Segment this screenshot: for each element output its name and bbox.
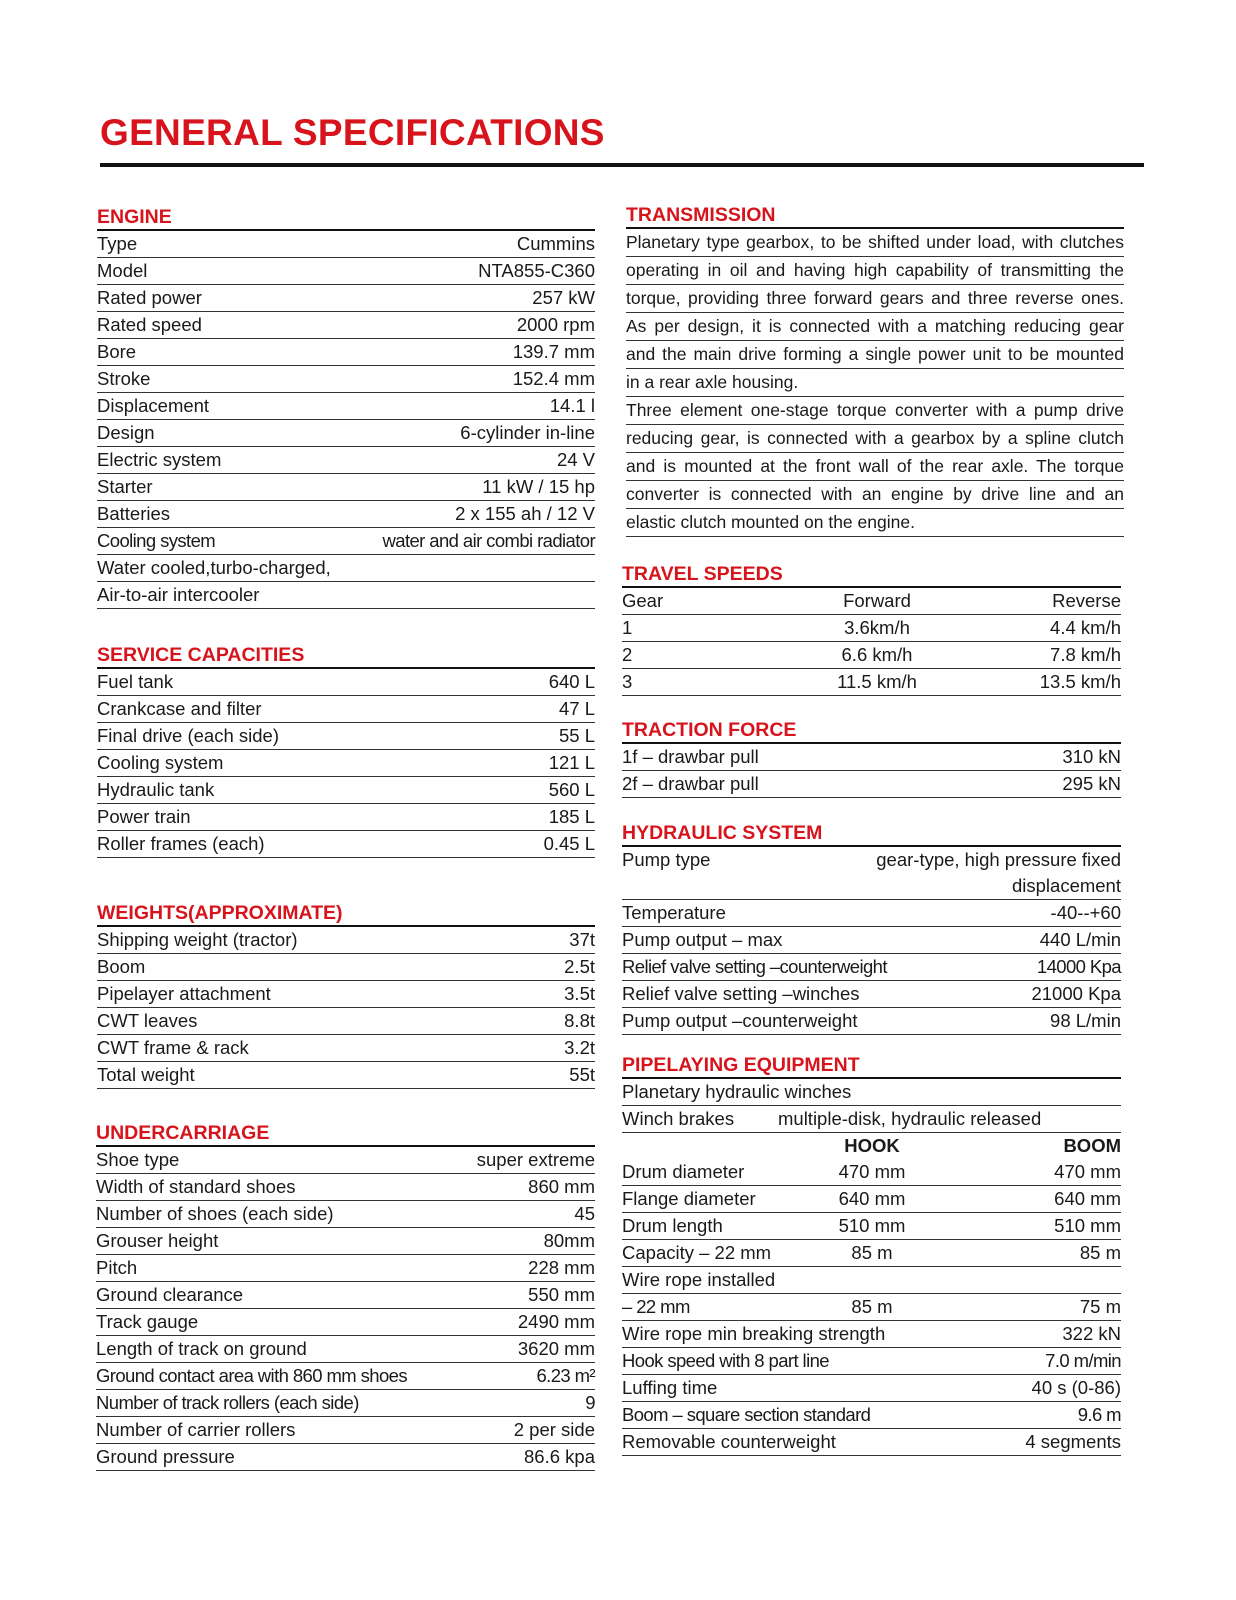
service-capacity-row-value: 47 L [558,698,595,719]
winch-spec-row-cell: Drum diameter [622,1161,745,1182]
weights-heading: WEIGHTS(APPROXIMATE) [97,901,595,927]
travel-speeds-heading: TRAVEL SPEEDS [622,562,1121,588]
service-capacity-row [97,750,595,777]
transmission-paragraph-2 [626,397,1124,537]
engine-heading: ENGINE [97,205,595,231]
transmission-text-line: in a rear axle housing. [626,369,1124,397]
weight-row [97,927,595,954]
engine-spec-row-label: Bore [97,341,137,362]
engine-spec-row-label: Electric system [97,449,222,470]
transmission-text-line: and is mounted at the front wall of the rear axle. The torque [626,453,1124,481]
service-capacity-row-label: Roller frames (each) [97,833,265,854]
pipelaying-row-label: Wire rope min breaking strength [622,1323,886,1344]
pipelaying-row-value: 322 kN [1062,1323,1121,1344]
undercarriage-row [96,1417,595,1444]
hydraulic-row [622,927,1121,954]
service-capacity-row-value: 121 L [548,752,595,773]
engine-spec-row-value: 11 kW / 15 hp [482,476,595,497]
travel-speeds-header-row: Gear Forward Reverse [622,588,1121,615]
service-capacity-row [97,723,595,750]
weight-row-label: Boom [97,956,146,977]
undercarriage-row [96,1444,595,1471]
weight-row-value: 3.2t [564,1037,595,1058]
pipelaying-row [622,1429,1121,1456]
service-capacity-row [97,669,595,696]
engine-spec-row-value: NTA855-C360 [478,260,595,281]
engine-spec-row [97,366,595,393]
winch-spec-row-cell: 510 mm [1054,1215,1121,1236]
winch-spec-row [622,1159,1121,1186]
service-capacity-row-value: 560 L [548,779,595,800]
hydraulic-row-label: Temperature [622,902,726,923]
travel-speed-row-cell: 7.8 km/h [1050,644,1121,665]
service-capacity-row-label: Power train [97,806,191,827]
winch-spec-row-cell: Drum length [622,1215,723,1236]
pump-type-row: Pump type gear-type, high pressure fixed [622,849,1121,870]
engine-spec-row-value: 24 V [556,449,595,470]
undercarriage-row-label: Length of track on ground [96,1338,307,1359]
hydraulic-row-label: Relief valve setting –winches [622,983,860,1004]
service-capacities-section [97,643,595,858]
undercarriage-row-value: 2 per side [513,1419,595,1440]
weight-row-label: Pipelayer attachment [97,983,271,1004]
engine-spec-row-label: Batteries [97,503,171,524]
weight-row [97,954,595,981]
service-capacities-heading: SERVICE CAPACITIES [97,643,595,669]
undercarriage-row [96,1201,595,1228]
travel-speed-row-cell: 3 [622,671,633,692]
engine-spec-row-value: Cummins [516,233,595,254]
engine-spec-row-label: Model [97,260,148,281]
undercarriage-row-label: Track gauge [96,1311,199,1332]
engine-spec-row [97,447,595,474]
weight-row [97,1035,595,1062]
weights-section [97,901,595,1089]
pipelaying-row [622,1348,1121,1375]
transmission-section [626,203,1124,537]
transmission-text-line: elastic clutch mounted on the engine. [626,509,1124,537]
service-capacity-row [97,777,595,804]
service-capacity-row-label: Cooling system [97,752,224,773]
service-capacity-row-value: 185 L [548,806,595,827]
travel-speed-row-cell: 3.6km/h [844,617,910,638]
hydraulic-system-heading: HYDRAULIC SYSTEM [622,821,1121,847]
undercarriage-row [96,1309,595,1336]
engine-spec-row-label: Design [97,422,155,443]
transmission-text-line: As per design, it is connected with a matching reducing gear [626,313,1124,341]
travel-speed-row-cell: 2 [622,644,633,665]
undercarriage-row-label: Ground contact area with 860 mm shoes [96,1365,407,1386]
transmission-text-line: torque, providing three forward gears and three reverse ones. [626,285,1124,313]
winch-spec-row-cell: 85 m [851,1242,893,1263]
undercarriage-row-value: 80mm [543,1230,595,1251]
traction-force-section [622,718,1121,798]
hydraulic-row-value: -40--+60 [1050,902,1121,923]
engine-spec-row [97,474,595,501]
weight-row-label: CWT leaves [97,1010,198,1031]
service-capacity-row [97,804,595,831]
hydraulic-row-value: 21000 Kpa [1031,983,1121,1004]
winch-spec-row [622,1213,1121,1240]
undercarriage-row-value: 2490 mm [517,1311,595,1332]
undercarriage-row [96,1282,595,1309]
undercarriage-row-label: Grouser height [96,1230,219,1251]
undercarriage-row-label: Number of shoes (each side) [96,1203,334,1224]
undercarriage-heading: UNDERCARRIAGE [96,1121,595,1147]
hydraulic-row [622,981,1121,1008]
engine-spec-row-value: 152.4 mm [512,368,595,389]
pipelaying-row-label: Luffing time [622,1377,718,1398]
service-capacity-row-label: Hydraulic tank [97,779,215,800]
engine-spec-row-value: 139.7 mm [512,341,595,362]
weight-row-value: 37t [569,929,595,950]
traction-force-row [622,771,1121,798]
engine-spec-row-label: Cooling system [97,530,216,551]
transmission-text-line: Three element one-stage torque converter with a pump drive [626,397,1124,425]
transmission-text-line: Planetary type gearbox, to be shifted under load, with clutches [626,229,1124,257]
weight-row-label: Total weight [97,1064,195,1085]
winch-spec-row-cell: 640 mm [1054,1188,1121,1209]
undercarriage-row-label: Shoe type [96,1149,180,1170]
service-capacity-row-label: Fuel tank [97,671,174,692]
transmission-text-line: and the main drive forming a single power unit to be mounted [626,341,1124,369]
engine-section [97,205,595,609]
weight-row-label: CWT frame & rack [97,1037,249,1058]
weight-row-value: 2.5t [564,956,595,977]
transmission-text-line: reducing gear, is connected with a gearbox by a spline clutch [626,425,1124,453]
winch-brakes-row: Winch brakes multiple-disk, hydraulic released [622,1106,1121,1133]
undercarriage-row [96,1336,595,1363]
undercarriage-row [96,1147,595,1174]
engine-spec-row-label: Stroke [97,368,151,389]
undercarriage-row-value: 86.6 kpa [524,1446,595,1467]
travel-speed-row [622,669,1121,696]
pipelaying-row-label: Removable counterweight [622,1431,836,1452]
pipelaying-row-label: Boom – square section standard [622,1404,871,1425]
undercarriage-row-value: super extreme [476,1149,595,1170]
transmission-heading: TRANSMISSION [626,203,1124,229]
undercarriage-row [96,1228,595,1255]
pump-type-row-cont: displacement [622,873,1121,900]
hydraulic-row-value: 440 L/min [1039,929,1121,950]
winch-spec-row [622,1240,1121,1267]
undercarriage-row-label: Ground pressure [96,1446,235,1467]
service-capacity-row-value: 55 L [558,725,595,746]
traction-force-row-label: 2f – drawbar pull [622,773,759,794]
engine-spec-row-value: 2000 rpm [516,314,595,335]
hydraulic-row-label: Pump output – max [622,929,783,950]
engine-spec-row [97,231,595,258]
engine-spec-row-value: 14.1 l [549,395,595,416]
service-capacity-row-label: Final drive (each side) [97,725,279,746]
travel-speed-row-cell: 1 [622,617,633,638]
engine-spec-row-value: 257 kW [532,287,595,308]
undercarriage-row-value: 550 mm [528,1284,595,1305]
undercarriage-row-value: 9 [585,1392,595,1413]
hydraulic-row [622,1008,1121,1035]
wire-rope-row: Wire rope installed [622,1267,1121,1294]
weight-row-value: 8.8t [564,1010,595,1031]
pipelaying-row-value: 9.6 m [1077,1404,1121,1425]
traction-force-row-value: 295 kN [1062,773,1121,794]
undercarriage-row [96,1255,595,1282]
pipelaying-heading: PIPELAYING EQUIPMENT [622,1053,1121,1079]
engine-spec-row [97,312,595,339]
undercarriage-row-label: Pitch [96,1257,138,1278]
undercarriage-section [96,1121,595,1471]
travel-speed-row [622,642,1121,669]
service-capacity-row [97,831,595,858]
winch-spec-row-cell: 510 mm [838,1215,906,1236]
service-capacity-row-value: 0.45 L [543,833,595,854]
pipelaying-row [622,1375,1121,1402]
engine-note-2: Air-to-air intercooler [97,582,595,609]
travel-speed-row-cell: 13.5 km/h [1039,671,1121,692]
travel-speed-row-cell: 4.4 km/h [1050,617,1121,638]
page-title: GENERAL SPECIFICATIONS [100,112,605,153]
transmission-paragraph-1 [626,229,1124,397]
winch-spec-row-cell: 470 mm [838,1161,906,1182]
hydraulic-row [622,954,1121,981]
traction-force-row [622,744,1121,771]
pipelaying-col-header: HOOK BOOM [844,1135,1121,1156]
winch-spec-row-cell: 640 mm [838,1188,906,1209]
undercarriage-row-value: 6.23 m² [536,1365,595,1386]
pipelaying-row-value: 4 segments [1025,1431,1121,1452]
hydraulic-row-label: Pump output –counterweight [622,1010,858,1031]
service-capacity-row-value: 640 L [548,671,595,692]
winch-spec-row-cell: 85 m [1079,1242,1121,1263]
undercarriage-row [96,1363,595,1390]
traction-force-heading: TRACTION FORCE [622,718,1121,744]
wire-rope-22mm-row: – 22 mm 85 m 75 m [622,1294,1121,1321]
engine-spec-row [97,501,595,528]
undercarriage-row-label: Ground clearance [96,1284,244,1305]
engine-spec-row-label: Rated speed [97,314,202,335]
service-capacity-row [97,696,595,723]
travel-speeds-section [622,562,1121,696]
hydraulic-system-section [622,821,1121,1035]
pipelaying-row-label: Hook speed with 8 part line [622,1350,829,1371]
engine-spec-row [97,258,595,285]
pipelaying-row-value: 40 s (0-86) [1031,1377,1121,1398]
engine-spec-row [97,393,595,420]
pipelaying-row [622,1402,1121,1429]
travel-speed-row-cell: 6.6 km/h [841,644,913,665]
winch-spec-row-cell: Capacity – 22 mm [622,1242,772,1263]
winch-spec-row-cell: 470 mm [1054,1161,1121,1182]
engine-spec-row-value: water and air combi radiator [382,530,595,551]
undercarriage-row-value: 45 [574,1203,595,1224]
travel-speed-row-cell: 11.5 km/h [837,671,917,692]
weight-row-value: 55t [569,1064,595,1085]
engine-spec-row-value: 6-cylinder in-line [460,422,595,443]
winch-spec-row [622,1186,1121,1213]
pipelaying-row-value: 7.0 m/min [1045,1350,1121,1371]
winch-spec-row-cell: Flange diameter [622,1188,756,1209]
traction-force-row-value: 310 kN [1062,746,1121,767]
weight-row [97,1062,595,1089]
transmission-text-line: converter is connected with an engine by drive line and an [626,481,1124,509]
hydraulic-row-value: 98 L/min [1050,1010,1121,1031]
engine-spec-row-label: Rated power [97,287,202,308]
engine-spec-row [97,339,595,366]
pipelaying-section [622,1053,1121,1456]
service-capacity-row-label: Crankcase and filter [97,698,262,719]
undercarriage-row-value: 3620 mm [517,1338,595,1359]
travel-speed-row [622,615,1121,642]
weight-row-value: 3.5t [564,983,595,1004]
undercarriage-row-value: 228 mm [528,1257,595,1278]
engine-spec-row-value: 2 x 155 ah / 12 V [455,503,595,524]
undercarriage-row [96,1390,595,1417]
engine-spec-row [97,420,595,447]
undercarriage-row [96,1174,595,1201]
weight-row [97,1008,595,1035]
undercarriage-row-label: Number of carrier rollers [96,1419,296,1440]
hydraulic-row [622,900,1121,927]
engine-spec-row-label: Displacement [97,395,210,416]
undercarriage-row-label: Number of track rollers (each side) [96,1392,359,1413]
engine-spec-row [97,285,595,312]
weight-row-label: Shipping weight (tractor) [97,929,298,950]
engine-spec-row [97,528,595,555]
engine-spec-row-label: Starter [97,476,153,497]
pipelaying-row [622,1321,1121,1348]
undercarriage-row-value: 860 mm [528,1176,595,1197]
hydraulic-row-label: Relief valve setting –counterweight [622,956,887,977]
hydraulic-row-value: 14000 Kpa [1036,956,1121,977]
engine-spec-row-label: Type [97,233,138,254]
engine-note-1: Water cooled,turbo-charged, [97,555,595,582]
title-divider [100,163,1144,167]
transmission-text-line: operating in oil and having high capability of transmitting the [626,257,1124,285]
weight-row [97,981,595,1008]
traction-force-row-label: 1f – drawbar pull [622,746,759,767]
undercarriage-row-label: Width of standard shoes [96,1176,296,1197]
winches-row: Planetary hydraulic winches [622,1079,1121,1106]
